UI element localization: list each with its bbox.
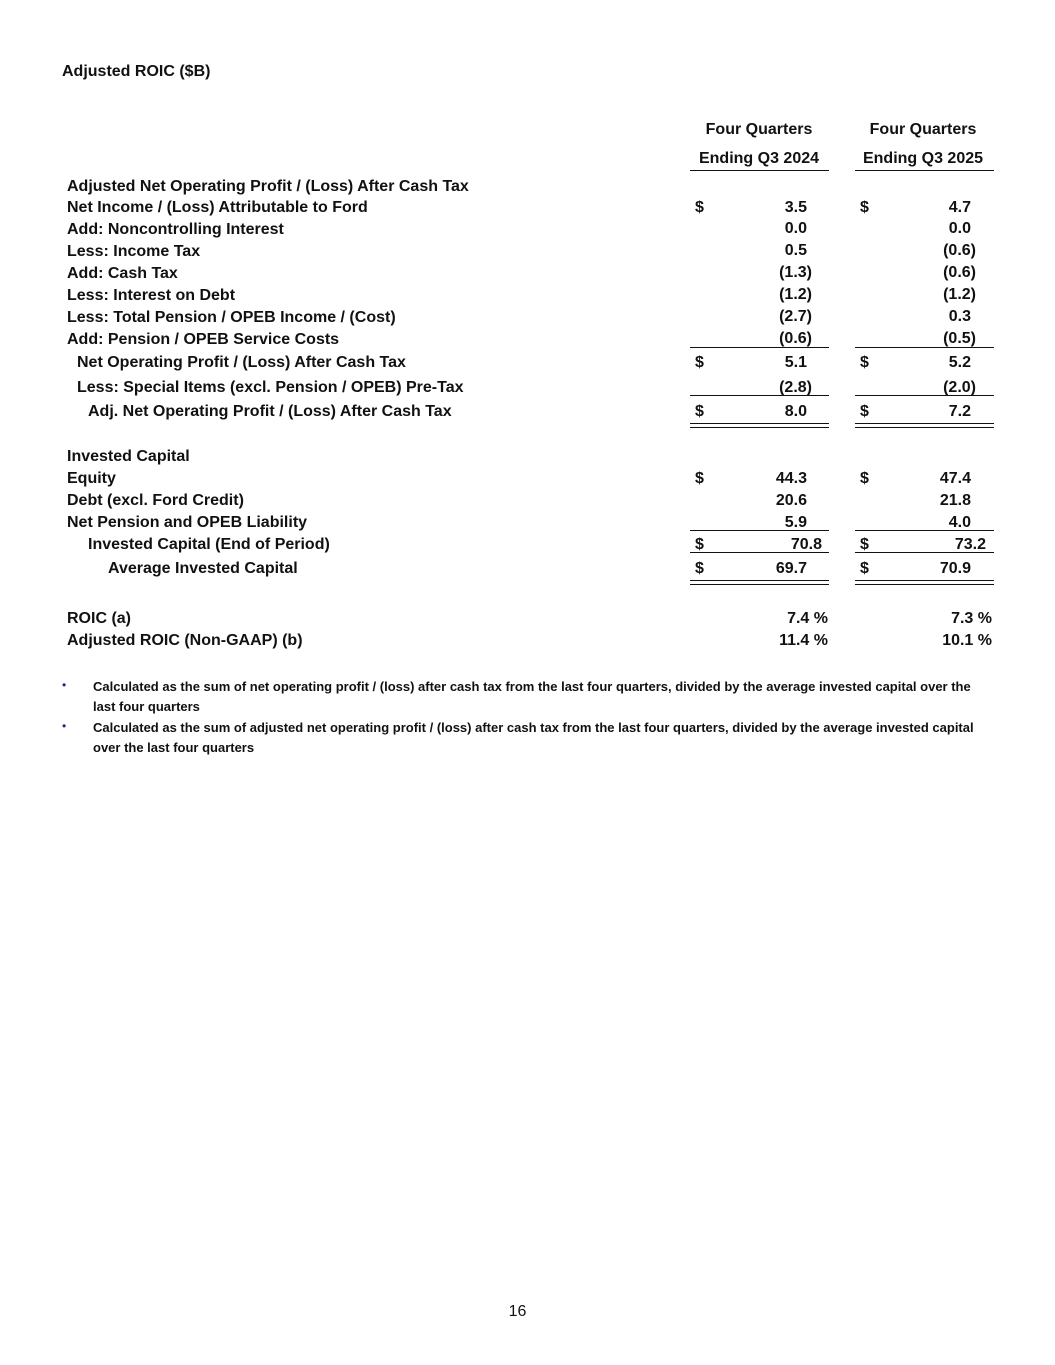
currency-symbol: $ [695,536,704,553]
row-value-col2: 21.8 [939,492,971,509]
subtotal-underline [855,552,994,553]
bullet-icon: • [62,719,67,733]
row-value-col1: (2.8) [779,379,812,396]
bullet-icon: • [62,678,67,692]
section-header-invested: Invested Capital [67,448,190,465]
subtotal-underline [690,530,829,531]
footnote-b: Calculated as the sum of adjusted net operating profit / (loss) after cash tax from the last four quarters, divided by the average invested capital over the last four quarters [93,720,974,755]
row-value-col1: 5.9 [784,514,807,531]
subtotal-underline [690,347,829,348]
row-value-col1: 0.0 [784,220,807,237]
row-value-col1: 8.0 [784,403,807,420]
row-value-col1: 20.6 [775,492,807,509]
row-value-col1: 11.4 % [779,632,828,649]
currency-symbol: $ [695,403,704,420]
subtotal-underline [855,530,994,531]
row-value-col2: 5.2 [948,354,971,371]
row-label: Add: Cash Tax [67,265,178,282]
page-number: 16 [508,1303,527,1320]
section-header-nopat: Adjusted Net Operating Profit / (Loss) After Cash Tax [67,178,469,195]
currency-symbol: $ [860,560,869,577]
row-value-col2: (0.5) [943,330,976,347]
row-value-col1: 69.7 [775,560,807,577]
row-label: Less: Interest on Debt [67,287,236,304]
row-value-col2: 7.2 [948,403,971,420]
currency-symbol: $ [860,354,869,371]
subtotal-underline [690,395,829,396]
subtotal-underline [855,347,994,348]
row-value-col1: (0.6) [779,330,812,347]
col2-header-line1: Four Quarters [869,121,977,138]
currency-symbol: $ [695,354,704,371]
subtotal-underline [855,395,994,396]
row-value-col1: (2.7) [779,308,812,325]
currency-symbol: $ [860,470,869,487]
row-value-col2: (0.6) [943,264,976,281]
row-value-col2: 4.0 [948,514,971,531]
currency-symbol: $ [695,470,704,487]
row-value-col2: 10.1 % [942,632,992,649]
row-value-col2: (0.6) [943,242,976,259]
currency-symbol: $ [695,560,704,577]
row-value-col1: (1.2) [779,286,812,303]
row-value-col2: 4.7 [948,199,971,216]
row-value-col1: 44.3 [775,470,807,487]
row-value-col1: 3.5 [784,199,807,216]
currency-symbol: $ [860,536,869,553]
col1-header-line1: Four Quarters [705,121,813,138]
row-label: Add: Noncontrolling Interest [67,221,284,238]
subtotal-underline [690,552,829,553]
row-label: Less: Special Items (excl. Pension / OPEB) Pre-Tax [77,379,464,396]
col1-header-underline [690,170,829,171]
row-label: Invested Capital (End of Period) [88,536,330,553]
row-label: Less: Income Tax [67,243,201,260]
row-label-total: Average Invested Capital [108,560,298,577]
currency-symbol: $ [860,403,869,420]
row-value-col1: 7.4 % [787,610,828,627]
row-label: Net Income / (Loss) Attributable to Ford [67,199,368,216]
total-double-underline [690,423,829,428]
total-double-underline [855,580,994,585]
total-double-underline [855,423,994,428]
col2-header-underline [855,170,994,171]
col2-header-line2: Ending Q3 2025 [862,150,984,167]
row-label-total: Adj. Net Operating Profit / (Loss) After Cash Tax [88,403,452,420]
row-value-col2: 0.0 [948,220,971,237]
row-value-col1: 0.5 [784,242,807,259]
row-value-col2: (2.0) [943,379,976,396]
row-label: Net Operating Profit / (Loss) After Cash Tax [77,354,406,371]
row-value-col2: (1.2) [943,286,976,303]
row-label-roic: ROIC (a) [67,610,131,627]
total-double-underline [690,580,829,585]
row-value-col1: 5.1 [784,354,807,371]
col1-header-line2: Ending Q3 2024 [698,150,820,167]
row-label-adj-roic: Adjusted ROIC (Non-GAAP) (b) [67,632,303,649]
footnote-a: Calculated as the sum of net operating profit / (loss) after cash tax from the last four quarters, divided by the average invested capital over the last four quarters [93,679,971,714]
row-label: Add: Pension / OPEB Service Costs [67,331,340,348]
currency-symbol: $ [695,199,704,216]
row-value-col2: 73.2 [954,536,986,553]
row-label: Less: Total Pension / OPEB Income / (Cost) [67,309,396,326]
row-label: Equity [67,470,116,487]
row-value-col2: 70.9 [939,560,971,577]
row-label: Net Pension and OPEB Liability [67,514,308,531]
row-value-col2: 0.3 [948,308,971,325]
row-value-col2: 47.4 [939,470,971,487]
row-value-col1: 70.8 [790,536,822,553]
page-title: Adjusted ROIC ($B) [62,63,211,80]
currency-symbol: $ [860,199,869,216]
row-label: Debt (excl. Ford Credit) [67,492,244,509]
row-value-col2: 7.3 % [951,610,992,627]
row-value-col1: (1.3) [779,264,812,281]
